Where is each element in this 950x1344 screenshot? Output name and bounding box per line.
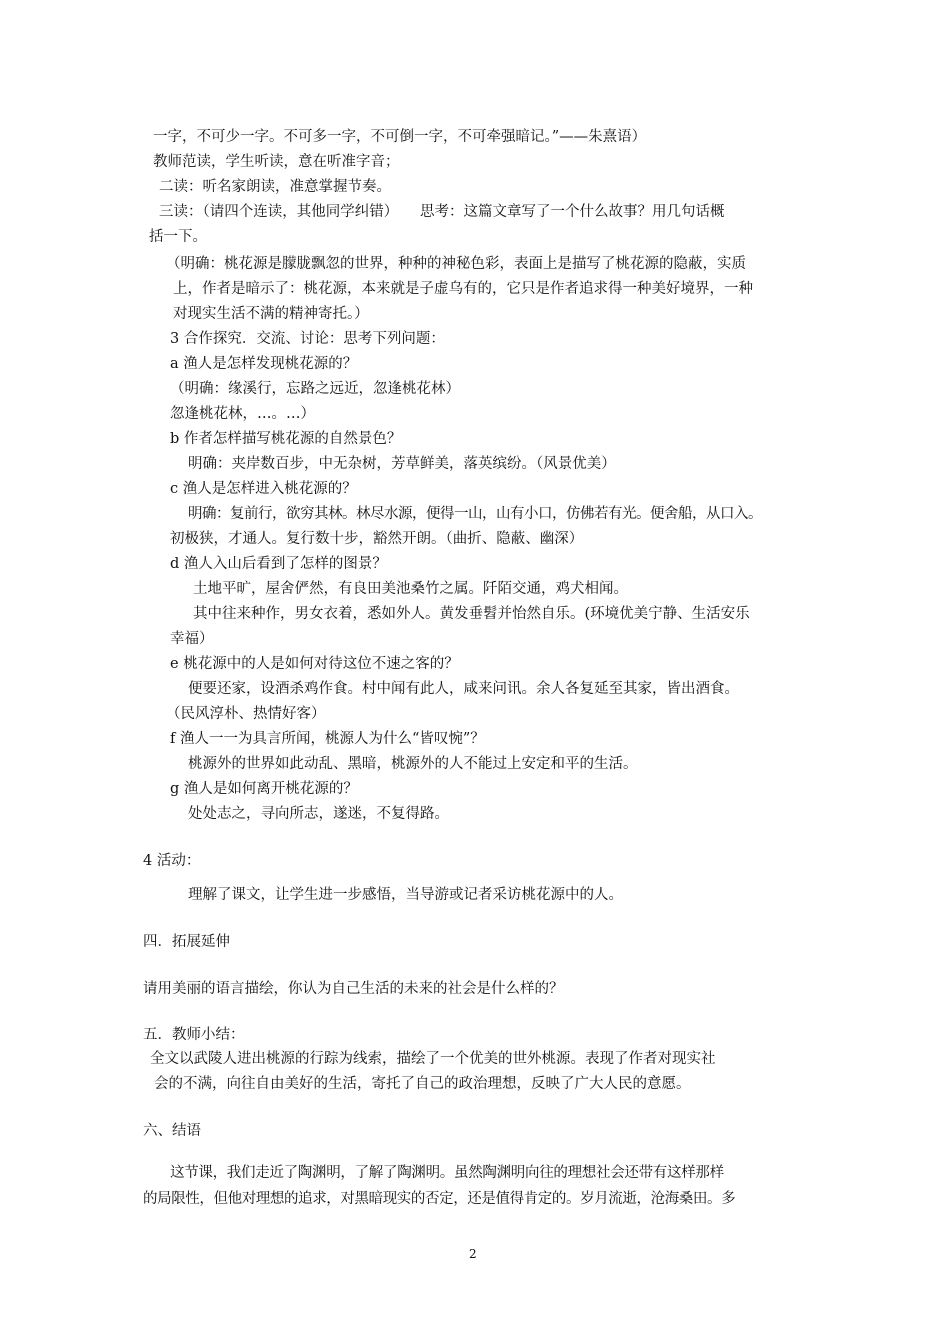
text-line: 3 合作探究．交流、讨论：思考下列问题： bbox=[170, 331, 445, 347]
section-heading: 4 活动： bbox=[143, 853, 201, 869]
text-line: 桃源外的世界如此动乱、黑暗，桃源外的人不能过上安定和平的生活。 bbox=[188, 756, 638, 772]
text-line: 的局限性，但他对理想的追求，对黑暗现实的否定，还是值得肯定的。岁月流逝，沧海桑田。多 bbox=[143, 1191, 736, 1207]
text-line: 土地平旷，屋舍俨然，有良田美池桑竹之属。阡陌交通，鸡犬相闻。 bbox=[193, 581, 628, 597]
text-line: c 渔人是怎样进入桃花源的？ bbox=[170, 481, 357, 497]
section-heading: 五．教师小结： bbox=[143, 1027, 245, 1043]
text-line: f 渔人一一为具言所闻，桃源人为什么“皆叹惋”？ bbox=[170, 731, 485, 747]
text-line: （民风淳朴、热情好客） bbox=[166, 706, 326, 722]
text-line: 会的不满，向往自由美好的生活，寄托了自己的政治理想，反映了广大人民的意愿。 bbox=[154, 1076, 691, 1092]
text-line: 这节课，我们走近了陶渊明，了解了陶渊明。虽然陶渊明向往的理想社会还带有这样那样 bbox=[170, 1165, 724, 1181]
text-line: 对现实生活不满的精神寄托。） bbox=[173, 306, 369, 322]
text-line: 括一下。 bbox=[149, 229, 207, 245]
text-line: 明确：夹岸数百步，中无杂树，芳草鲜美，落英缤纷。（风景优美） bbox=[188, 456, 616, 472]
text-line: 忽逢桃花林，…。…） bbox=[170, 406, 315, 422]
text-line: 初极狭，才通人。复行数十步，豁然开朗。（曲折、隐蔽、幽深） bbox=[170, 531, 584, 547]
text-line: 明确：复前行，欲穷其林。林尽水源，便得一山，山有小口，仿佛若有光。便舍船，从口入。 bbox=[188, 506, 762, 522]
text-line: d 渔人入山后看到了怎样的图景？ bbox=[170, 556, 387, 572]
page-number: 2 bbox=[469, 1247, 477, 1261]
text-line: 处处志之，寻向所志，遂迷，不复得路。 bbox=[188, 806, 449, 822]
text-line: 二读：听名家朗读，准意掌握节奏。 bbox=[159, 179, 391, 195]
text-line: 教师范读，学生听读，意在听准字音； bbox=[153, 154, 400, 170]
text-line: e 桃花源中的人是如何对待这位不速之客的？ bbox=[170, 656, 459, 672]
text-line: a 渔人是怎样发现桃花源的？ bbox=[170, 356, 358, 372]
text-line: 全文以武陵人进出桃源的行踪为线索，描绘了一个优美的世外桃源。表现了作者对现实社 bbox=[150, 1051, 716, 1067]
text-line: 一字，不可少一字。不可多一字，不可倒一字，不可牵强暗记。”——朱熹语） bbox=[153, 129, 647, 145]
text-line: 其中往来种作，男女衣着，悉如外人。黄发垂髫并怡然自乐。(环境优美宁静、生活安乐 bbox=[193, 606, 750, 622]
text-line: b 作者怎样描写桃花源的自然景色？ bbox=[170, 431, 402, 447]
text-line: 请用美丽的语言描绘，你认为自己生活的未来的社会是什么样的？ bbox=[143, 981, 564, 997]
section-heading: 六、结语 bbox=[143, 1123, 201, 1139]
text-line: 上，作者是暗示了：桃花源，本来就是子虚乌有的，它只是作者追求得一种美好境界，一种 bbox=[173, 281, 753, 297]
text-line: 三读：（请四个连读，其他同学纠错） 思考：这篇文章写了一个什么故事？用几句话概 bbox=[159, 204, 725, 220]
section-heading: 四．拓展延伸 bbox=[143, 934, 230, 950]
text-line: 理解了课文，让学生进一步感悟，当导游或记者采访桃花源中的人。 bbox=[188, 887, 623, 903]
text-line: （明确：桃花源是朦胧飘忽的世界，种种的神秘色彩，表面上是描写了桃花源的隐蔽，实质 bbox=[166, 256, 746, 272]
text-line: 幸福） bbox=[170, 631, 214, 647]
text-line: g 渔人是如何离开桃花源的？ bbox=[170, 781, 358, 797]
text-line: （明确：缘溪行，忘路之远近，忽逢桃花林） bbox=[170, 381, 460, 397]
text-line: 便要还家，设酒杀鸡作食。村中闻有此人，咸来问讯。余人各复延至其家，皆出酒食。 bbox=[188, 681, 739, 697]
